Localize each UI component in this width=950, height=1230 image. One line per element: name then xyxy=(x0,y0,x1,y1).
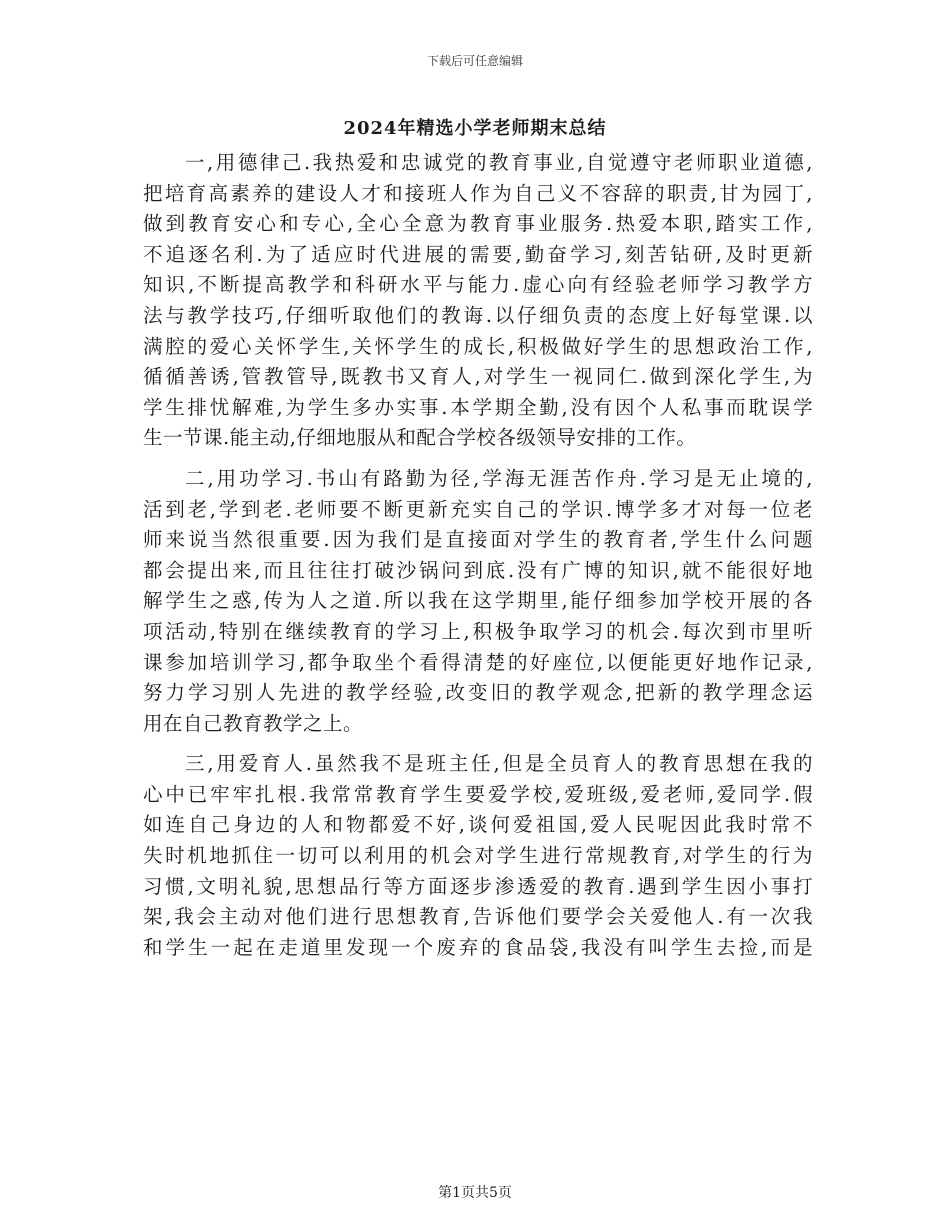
text-line: 满腔的爱心关怀学生,关怀学生的成长,积极做好学生的思想政治工作, xyxy=(143,334,813,358)
text-line: 如连自己身边的人和物都爱不好,谈何爱祖国,爱人民呢因此我时常不 xyxy=(143,813,813,837)
text-line: 二,用功学习.书山有路勤为径,学海无涯苦作舟.学习是无止境的, xyxy=(185,466,813,490)
text-line: 循循善诱,管教管导,既教书又育人,对学生一视同仁.做到深化学生,为 xyxy=(143,365,813,389)
text-line: 知识,不断提高教学和科研水平与能力.虚心向有经验老师学习教学方 xyxy=(143,273,813,297)
text-line: 生一节课.能主动,仔细地服从和配合学校各级领导安排的工作。 xyxy=(143,426,697,450)
text-line: 学生排忧解难,为学生多办实事.本学期全勤,没有因个人私事而耽误学 xyxy=(143,395,813,419)
text-line: 一,用德律己.我热爱和忠诚党的教育事业,自觉遵守老师职业道德, xyxy=(185,151,813,174)
paragraph-3 xyxy=(143,749,813,963)
text-line: 用在自己教育教学之上。 xyxy=(143,711,364,735)
document-body xyxy=(143,148,813,963)
text-line: 解学生之惑,传为人之道.所以我在这学期里,能仔细参加学校开展的各 xyxy=(143,589,813,613)
document-title: 2024年精选小学老师期末总结 xyxy=(343,118,607,139)
text-line: 习惯,文明礼貌,思想品行等方面逐步渗透爱的教育.遇到学生因小事打 xyxy=(143,874,813,898)
text-line: 课参加培训学习,都争取坐个看得清楚的好座位,以便能更好地作记录, xyxy=(143,650,813,674)
paragraph-2 xyxy=(143,464,813,739)
text-line: 努力学习别人先进的教学经验,改变旧的教学观念,把新的教学理念运 xyxy=(143,681,813,705)
text-line: 把培育高素养的建设人才和接班人作为自己义不容辞的职责,甘为园丁, xyxy=(143,181,813,205)
page-footer: 第1页共5页 xyxy=(438,1185,512,1201)
paragraph-1 xyxy=(143,148,813,454)
text-line: 师来说当然很重要.因为我们是直接面对学生的教育者,学生什么问题 xyxy=(143,528,813,552)
header-note: 下载后可任意编辑 xyxy=(426,54,523,68)
text-line: 法与教学技巧,仔细听取他们的教诲.以仔细负责的态度上好每堂课.以 xyxy=(143,303,813,327)
text-line: 架,我会主动对他们进行思想教育,告诉他们要学会关爱他人.有一次我 xyxy=(143,905,813,929)
text-line: 心中已牢牢扎根.我常常教育学生要爱学校,爱班级,爱老师,爱同学.假 xyxy=(143,782,813,806)
paragraph-gap xyxy=(143,454,813,464)
text-line: 失时机地抓住一切可以利用的机会对学生进行常规教育,对学生的行为 xyxy=(143,844,813,868)
text-line: 和学生一起在走道里发现一个废弃的食品袋,我没有叫学生去捡,而是 xyxy=(143,935,813,959)
text-line: 都会提出来,而且往往打破沙锅问到底.没有广博的知识,就不能很好地 xyxy=(143,558,813,582)
text-line: 三,用爱育人.虽然我不是班主任,但是全员育人的教育思想在我的 xyxy=(185,752,813,776)
text-line: 活到老,学到老.老师要不断更新充实自己的学识.博学多才对每一位老 xyxy=(143,497,813,521)
text-line: 不追逐名利.为了适应时代进展的需要,勤奋学习,刻苦钻研,及时更新 xyxy=(143,242,813,266)
text-line: 做到教育安心和专心,全心全意为教育事业服务.热爱本职,踏实工作, xyxy=(143,212,813,236)
paragraph-gap xyxy=(143,739,813,749)
text-line: 项活动,特别在继续教育的学习上,积极争取学习的机会.每次到市里听 xyxy=(143,619,813,643)
